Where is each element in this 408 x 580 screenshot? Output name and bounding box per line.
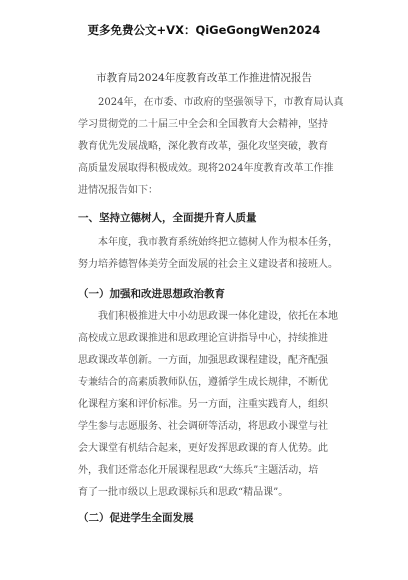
subsection-1-paragraph	[78, 306, 338, 504]
subsection-2-heading: （二）促进学生全面发展	[78, 512, 194, 524]
intro-line: 高质量发展取得积极成效。现将2024年度教育改革工作推	[78, 163, 334, 174]
subsection-1-line: 高校成立思政课推进和思政理论宣讲指导中心，持续推进	[78, 333, 328, 344]
subsection-1-line: 化课程方案和评价标准。另一方面，注重实践育人，组织	[78, 399, 328, 410]
subsection-1-line: 会大课堂有机结合起来，更好发挥思政课的育人优势。此	[78, 443, 328, 454]
top-banner: 更多免费公文+VX：QiGeGongWen2024	[87, 23, 321, 37]
subsection-1-line: 我们积极推进大中小幼思政课一体化建设，依托在本地	[98, 311, 338, 322]
document-title: 市教育局2024年度教育改革工作推进情况报告	[96, 72, 312, 84]
section-1-line: 努力培养德智体美劳全面发展的社会主义建设者和接班人。	[78, 259, 338, 270]
intro-line: 教育优先发展战略，深化教育改革，强化攻坚突破，教育	[78, 141, 328, 152]
intro-line: 2024年，在市委、市政府的坚强领导下，市教育局认真	[98, 97, 344, 108]
section-1-paragraph	[78, 232, 338, 276]
section-1-line: 本年度，我市教育系统始终把立德树人作为根本任务，	[98, 237, 338, 248]
subsection-1-line: 专兼结合的高素质教师队伍，遵循学生成长规律，不断优	[78, 377, 328, 388]
subsection-1-line: 外，我们还常态化开展课程思政“大练兵”主题活动，培	[78, 465, 319, 476]
subsection-1-line: 育了一批市级以上思政课标兵和思政“精品课”。	[78, 487, 289, 498]
subsection-1-line: 思政课改革创新。一方面，加强思政课程建设，配齐配强	[78, 355, 328, 366]
intro-line: 学习贯彻党的二十届三中全会和全国教育大会精神，坚持	[78, 119, 328, 130]
section-1-heading: 一、坚持立德树人，全面提升育人质量	[78, 212, 257, 224]
intro-paragraph	[78, 92, 344, 202]
subsection-1-heading: （一）加强和改进思想政治教育	[78, 288, 225, 300]
intro-line: 进情况报告如下：	[78, 185, 158, 196]
subsection-1-line: 学生参与志愿服务、社会调研等活动，将思政小课堂与社	[78, 421, 328, 432]
